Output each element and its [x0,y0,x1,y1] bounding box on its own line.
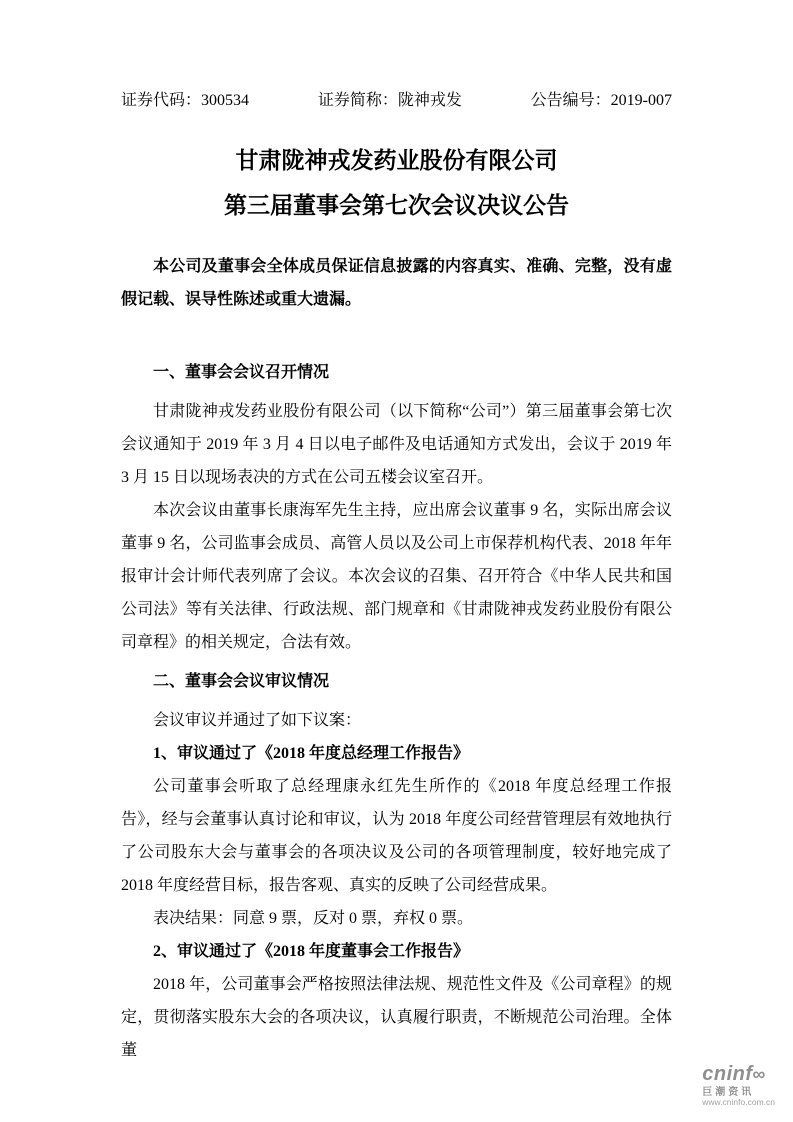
section1-paragraph-1: 甘肃陇神戎发药业股份有限公司（以下简称“公司”）第三届董事会第七次会议通知于 2019 年 3 月 4 日以电子邮件及电话通知方式发出，会议于 2019 年 3 月 15 日以现场表决的方式在公司五楼会议室召开。 [121,403,672,486]
document-header [121,90,672,112]
resolution2-heading: 2、审议通过了《2018 年度董事会工作报告》 [153,943,470,960]
resolution1-vote-result: 表决结果：同意 9 票，反对 0 票，弃权 0 票。 [153,910,474,927]
section1-paragraph-2: 本次会议由董事长康海军先生主持，应出席会议董事 9 名，实际出席会议董事 9 名，公司监事会成员、高管人员以及公司上市保荐机构代表、2018 年年报审计会计师代表列席了会议。本次会议的召集、召开符合《中华人民共和国公司法》等有关法律、行政法规、部门规章和《甘肃陇神戎发药业股份有限公司章程》的相关规定，合法有效。 [121,502,672,651]
cninfo-logo-wordmark [702,1063,775,1086]
resolution1-heading: 1、审议通过了《2018 年度总经理工作报告》 [153,745,470,762]
cninfo-logo-url: www.cninfo.com.cn [702,1097,775,1108]
stock-abbr: 证券简称：陇神戎发 [317,92,462,109]
announcement-number: 公告编号：2019-007 [530,92,672,109]
stock-code: 证券代码：300534 [121,92,250,109]
section1-heading: 一、董事会会议召开情况 [153,364,330,381]
resolution2-paragraph: 2018 年，公司董事会严格按照法律法规、规范性文件及《公司章程》的规定，贯彻落实股东大会的各项决议，认真履行职责，不断规范公司治理。全体董 [121,976,672,1059]
section2-intro: 会议审议并通过了如下议案： [153,712,362,729]
disclaimer-paragraph: 本公司及董事会全体成员保证信息披露的内容真实、准确、完整，没有虚假记载、误导性陈述或重大遗漏。 [121,258,672,308]
logo-text: cninf [702,1062,753,1085]
cninfo-logo-caption: 巨潮资讯 [702,1086,755,1098]
announcement-title: 第三届董事会第七次会议决议公告 [224,193,569,218]
resolution1-paragraph: 公司董事会听取了总经理康永红先生所作的《2018 年度总经理工作报告》，经与会董事认真讨论和审议，认为 2018 年度公司经营管理层有效地执行了公司股东大会与董事会的各项决议及公司的各项管理制度，较好地完成了 2018 年度经营目标，报告客观、真实的反映了公司经营成果。 [121,778,672,894]
section2-heading: 二、董事会会议审议情况 [153,673,330,690]
company-name-title: 甘肃陇神戎发药业股份有限公司 [235,148,558,173]
title-block [121,138,672,228]
infinity-swirl-icon: ∞ [752,1063,766,1084]
cninfo-logo [702,1063,775,1108]
